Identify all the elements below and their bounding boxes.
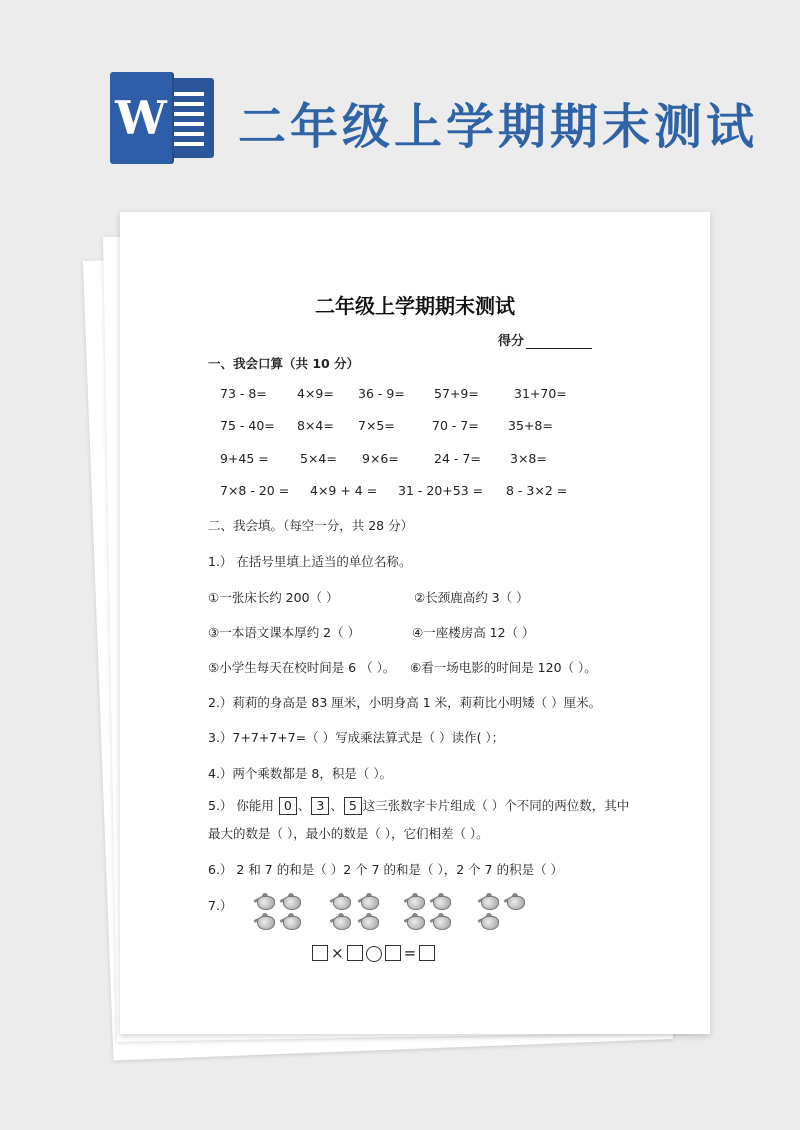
math-item: 35+8= [508,418,553,433]
section1-heading: 一、我会口算（共 10 分） [208,356,360,371]
teapot-icon [430,893,452,909]
question-4: 4.）两个乘数都是 8，积是（ ）。 [208,766,393,781]
math-item: 9×6= [362,451,399,466]
question-2: 2.）莉莉的身高是 83 厘米，小明身高 1 米，莉莉比小明矮（ ）厘米。 [208,695,602,710]
teapot-icon [254,893,276,909]
math-item: 70 - 7= [432,418,479,433]
math-item: 36 - 9= [358,386,405,401]
math-item: 8×4= [297,418,334,433]
score-label: 得分 [498,334,525,349]
word-logo [110,78,214,158]
math-item: 75 - 40= [220,418,275,433]
teapot-icon [504,893,526,909]
math-item: 73 - 8= [220,386,267,401]
teapot-icon [254,913,276,929]
question-6: 6.） 2 和 7 的和是（ ）2 个 7 的和是（ ），2 个 7 的积是（ ） [208,862,564,877]
document-page [120,212,710,1034]
digit-card: 3 [311,797,329,815]
document-title: 二年级上学期期末测试 [315,294,515,318]
digit-card: 0 [279,797,297,815]
question-1: 1.） 在括号里填上适当的单位名称。 [208,554,412,569]
question-5-prefix: 5.） 你能用 [208,798,274,813]
answer-square [347,945,363,961]
score-blank-line [526,335,592,349]
math-item: 4×9 + 4 = [310,483,378,498]
math-item: 57+9= [434,386,479,401]
question-1-item: ③一本语文课本厚约 2（ ） [208,625,361,640]
question-5 [208,796,629,815]
teapot-icon [280,913,302,929]
question-1-item: ①一张床长约 200（ ） [208,590,339,605]
teapot-icon [404,893,426,909]
question-3: 3.）7+7+7+7=（ ）写成乘法算式是（ ）读作( ）； [208,730,505,745]
question-7: 7.） [208,898,233,913]
question-5-suffix: 这三张数字卡片组成（ ）个不同的两位数，其中 [362,798,630,813]
question-1-item: ⑥看一场电影的时间是 120（ ）。 [410,660,597,675]
answer-square [312,945,328,961]
math-item: 7×5= [358,418,395,433]
math-item: 5×4= [300,451,337,466]
teapot-icon [430,913,452,929]
teapot-icon [358,913,380,929]
word-letter-icon: W [110,72,172,164]
math-item: 3×8= [510,451,547,466]
card-separator: 、 [297,798,311,813]
operator-circle [366,944,382,962]
digit-card: 5 [344,797,362,815]
teapot-icon [330,893,352,909]
teapot-icon [330,913,352,929]
math-item: 31 - 20+53 = [398,483,484,498]
answer-square [419,945,435,961]
math-item: 7×8 - 20 = [220,483,290,498]
teapot-icon [358,893,380,909]
teapot-icon [404,913,426,929]
header-title: 二年级上学期期末测试 [238,99,759,155]
question-1-item: ④一座楼房高 12（ ） [412,625,535,640]
math-item: 8 - 3×2 = [506,483,568,498]
equation [312,944,435,962]
math-item: 4×9= [297,386,334,401]
math-item: 31+70= [514,386,567,401]
score-field [498,330,592,349]
question-5-line2: 最大的数是（ ），最小的数是（ ），它们相差（ ）。 [208,826,489,841]
question-1-item: ⑤小学生每天在校时间是 6 （ ）。 [208,660,396,675]
teapot-icon [280,893,302,909]
math-item: 24 - 7= [434,451,481,466]
question-1-item: ②长颈鹿高约 3（ ） [414,590,529,605]
teapot-icon [478,893,500,909]
teapot-icon [478,913,500,929]
card-separator: 、 [330,798,343,813]
times-sign: × [331,944,344,962]
equals-sign: = [403,944,417,962]
math-item: 9+45 = [220,451,269,466]
section2-heading: 二、我会填。（每空一分，共 28 分） [208,518,414,533]
answer-square [385,945,401,961]
